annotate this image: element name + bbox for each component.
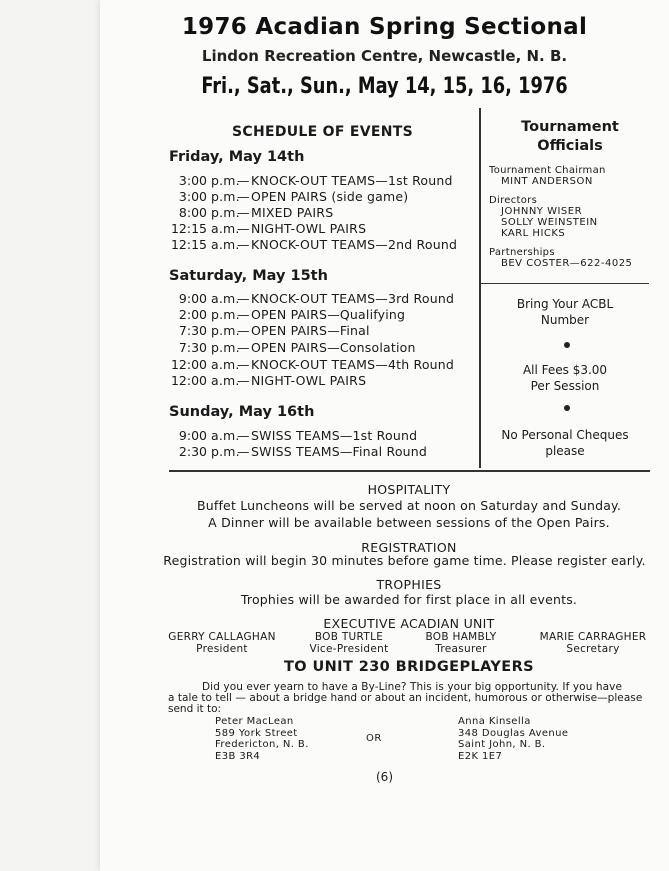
event-name: KNOCK-OUT TEAMS—2nd Round	[251, 237, 458, 252]
event-ampm: p.m.	[211, 323, 240, 338]
trophies-text: Trophies will be awarded for first place in all events.	[240, 592, 578, 607]
event-name: OPEN PAIRS—Consolation	[251, 340, 416, 355]
trophies-heading: TROPHIES	[376, 577, 442, 592]
event-name: OPEN PAIRS—Final	[251, 323, 370, 338]
dash-separator: —	[237, 307, 250, 322]
fees-note: All Fees $3.00 Per Session	[522, 363, 608, 393]
event-time: 9:00	[178, 291, 207, 306]
partnerships-label: Partnerships	[489, 247, 555, 258]
unit-paragraph: Did you ever yearn to have a By-Line? This is your big opportunity. If you have	[202, 681, 623, 693]
dash-separator: —	[237, 237, 250, 252]
event-time: 8:00	[178, 205, 207, 220]
chairman-name: MINT ANDERSON	[501, 176, 593, 187]
event-ampm: a.m.	[211, 237, 240, 252]
address-peter-maclean: Peter MacLean 589 York Street Fredericton, N. B. E3B 3R4	[215, 716, 309, 762]
event-ampm: p.m.	[211, 340, 240, 355]
day-heading: Friday, May 14th	[169, 149, 305, 165]
executive-heading: EXECUTIVE ACADIAN UNIT	[323, 616, 495, 631]
executive-member: BOB TURTLE Vice-President	[309, 631, 389, 655]
event-ampm: p.m.	[211, 189, 240, 204]
executive-member: GERRY CALLAGHAN President	[168, 631, 276, 655]
event-name: KNOCK-OUT TEAMS—3rd Round	[251, 291, 455, 306]
dash-separator: —	[237, 323, 250, 338]
event-ampm: a.m.	[211, 373, 240, 388]
unit-paragraph: send it to:	[168, 703, 222, 715]
event-name: NIGHT-OWL PAIRS	[251, 373, 367, 388]
event-dates: Fri., Sat., Sun., May 14, 15, 16, 1976	[201, 74, 568, 99]
dash-separator: —	[237, 428, 250, 443]
event-ampm: p.m.	[211, 444, 240, 459]
cheques-note: No Personal Cheques please	[501, 428, 629, 458]
event-time: 3:00	[178, 189, 207, 204]
or-label: OR	[366, 733, 382, 744]
dash-separator: —	[237, 189, 250, 204]
section-divider	[169, 470, 650, 472]
unit-paragraph: a tale to tell — about a bridge hand or about an incident, humorous or otherwise—please	[168, 692, 643, 704]
event-ampm: a.m.	[211, 357, 240, 372]
page-title: 1976 Acadian Spring Sectional	[181, 14, 588, 40]
executive-member: BOB HAMBLY Treasurer	[425, 631, 497, 655]
director-name: JOHNNY WISER	[501, 206, 583, 217]
column-divider	[479, 108, 481, 468]
bullet-icon	[564, 342, 570, 348]
venue-subtitle: Lindon Recreation Centre, Newcastle, N. B.	[201, 47, 568, 65]
event-name: NIGHT-OWL PAIRS	[251, 221, 367, 236]
event-ampm: p.m.	[211, 173, 240, 188]
partnerships-value: BEV COSTER—622-4025	[501, 258, 633, 269]
dash-separator: —	[237, 444, 250, 459]
hospitality-text: Buffet Luncheons will be served at noon on Saturday and Sunday.	[196, 498, 622, 513]
event-name: SWISS TEAMS—Final Round	[251, 444, 428, 459]
executive-member: MARIE CARRAGHER Secretary	[539, 631, 647, 655]
dash-separator: —	[237, 357, 250, 372]
dash-separator: —	[237, 340, 250, 355]
event-name: SWISS TEAMS—1st Round	[251, 428, 418, 443]
officials-divider	[481, 283, 649, 284]
event-time: 12:00	[170, 373, 207, 388]
event-ampm: p.m.	[211, 205, 240, 220]
day-heading: Sunday, May 16th	[169, 404, 315, 420]
event-time: 3:00	[178, 173, 207, 188]
event-time: 12:15	[170, 221, 207, 236]
director-name: KARL HICKS	[501, 228, 566, 239]
registration-heading: REGISTRATION	[361, 540, 457, 555]
event-ampm: p.m.	[211, 307, 240, 322]
dash-separator: —	[237, 173, 250, 188]
bullet-icon	[564, 405, 570, 411]
schedule-heading: SCHEDULE OF EVENTS	[232, 124, 414, 140]
event-ampm: a.m.	[211, 291, 240, 306]
officials-heading: Tournament Officials	[521, 119, 619, 154]
dash-separator: —	[237, 221, 250, 236]
dash-separator: —	[237, 205, 250, 220]
event-name: MIXED PAIRS	[251, 205, 334, 220]
event-time: 2:30	[178, 444, 207, 459]
event-time: 12:00	[170, 357, 207, 372]
unit-heading: TO UNIT 230 BRIDGEPLAYERS	[284, 659, 534, 675]
dash-separator: —	[237, 373, 250, 388]
acbl-note: Bring Your ACBL Number	[516, 297, 614, 327]
event-ampm: a.m.	[211, 221, 240, 236]
page-number: (6)	[376, 770, 393, 784]
hospitality-heading: HOSPITALITY	[367, 482, 451, 497]
event-time: 2:00	[178, 307, 207, 322]
chairman-label: Tournament Chairman	[489, 165, 606, 176]
registration-text: Registration will begin 30 minutes before game time. Please register early.	[163, 553, 646, 568]
event-time: 12:15	[170, 237, 207, 252]
directors-label: Directors	[489, 195, 538, 206]
event-time: 7:30	[178, 340, 207, 355]
event-time: 7:30	[178, 323, 207, 338]
event-name: OPEN PAIRS (side game)	[251, 189, 409, 204]
director-name: SOLLY WEINSTEIN	[501, 217, 598, 228]
hospitality-text: A Dinner will be available between sessions of the Open Pairs.	[208, 515, 610, 530]
event-ampm: a.m.	[211, 428, 240, 443]
address-anna-kinsella: Anna Kinsella 348 Douglas Avenue Saint John, N. B. E2K 1E7	[458, 716, 569, 762]
day-heading: Saturday, May 15th	[169, 268, 328, 284]
dash-separator: —	[237, 291, 250, 306]
event-name: KNOCK-OUT TEAMS—1st Round	[251, 173, 453, 188]
event-name: OPEN PAIRS—Qualifying	[251, 307, 406, 322]
event-time: 9:00	[178, 428, 207, 443]
event-name: KNOCK-OUT TEAMS—4th Round	[251, 357, 455, 372]
